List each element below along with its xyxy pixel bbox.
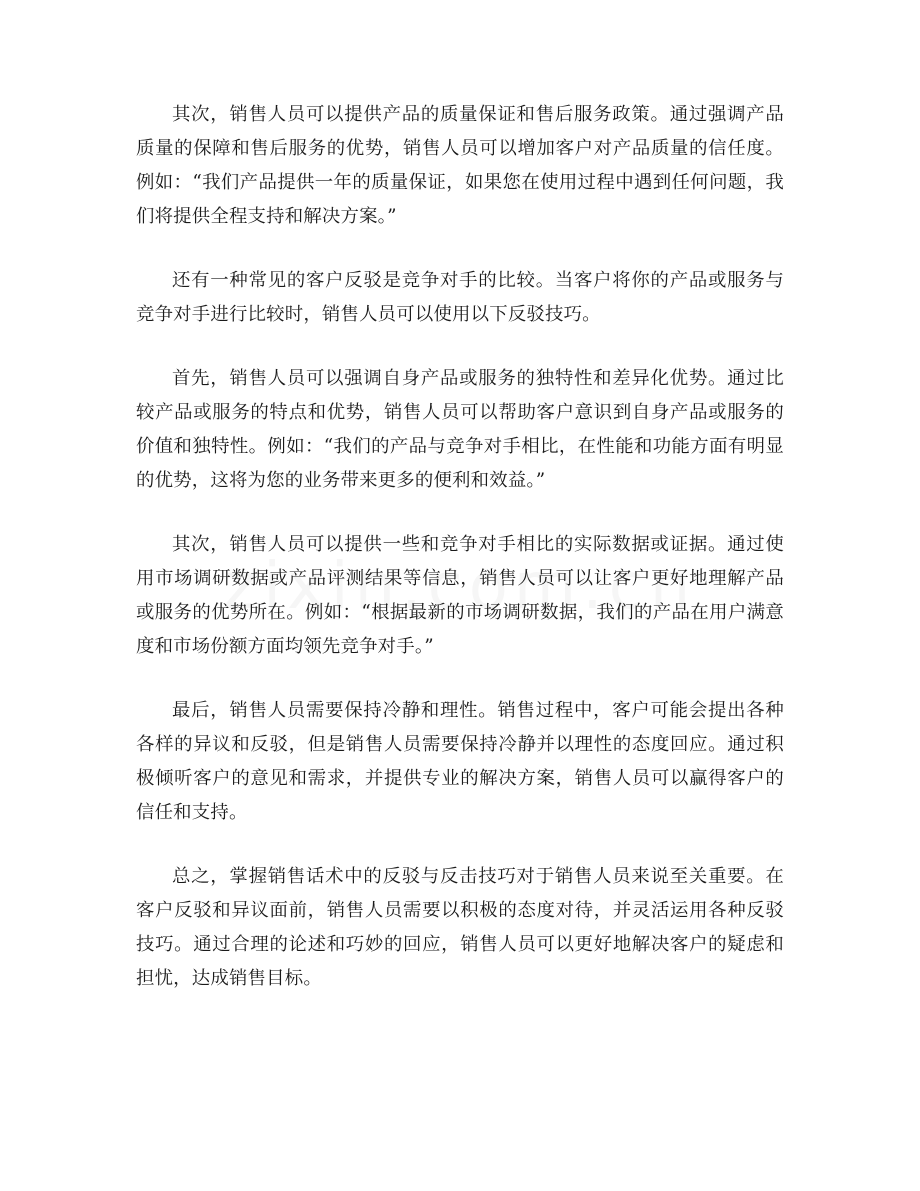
paragraph-conclusion: 总之，掌握销售话术中的反驳与反击技巧对于销售人员来说至关重要。在客户反驳和异议面前，销售人员需要以积极的态度对待，并灵活运用各种反驳技巧。通过合理的论述和巧妙的回应，销售人员可以更好地解决客户的疑虑和担忧，达成销售目标。 (136, 866, 784, 989)
document-body (136, 98, 784, 1026)
paragraph-differentiation: 首先，销售人员可以强调自身产品或服务的独特性和差异化优势。通过比较产品或服务的特点和优势，销售人员可以帮助客户意识到自身产品或服务的价值和独特性。例如：“我们的产品与竞争对手相比，在性能和功能方面有明显的优势，这将为您的业务带来更多的便利和效益。” (136, 368, 784, 491)
paragraph-stay-calm: 最后，销售人员需要保持冷静和理性。销售过程中，客户可能会提出各种各样的异议和反驳，但是销售人员需要保持冷静并以理性的态度回应。通过积极倾听客户的意见和需求，并提供专业的解决方案，销售人员可以赢得客户的信任和支持。 (136, 700, 784, 823)
paragraph-competitor-comparison: 还有一种常见的客户反驳是竞争对手的比较。当客户将你的产品或服务与竞争对手进行比较时，销售人员可以使用以下反驳技巧。 (136, 270, 784, 325)
paragraph-quality-guarantee: 其次，销售人员可以提供产品的质量保证和售后服务政策。通过强调产品质量的保障和售后服务的优势，销售人员可以增加客户对产品质量的信任度。例如：“我们产品提供一年的质量保证，如果您在使用过程中遇到任何问题，我们将提供全程支持和解决方案。” (136, 104, 784, 227)
paragraph-data-evidence: 其次，销售人员可以提供一些和竞争对手相比的实际数据或证据。通过使用市场调研数据或产品评测结果等信息，销售人员可以让客户更好地理解产品或服务的优势所在。例如：“根据最新的市场调研数据，我们的产品在用户满意度和市场份额方面均领先竞争对手。” (136, 534, 784, 657)
